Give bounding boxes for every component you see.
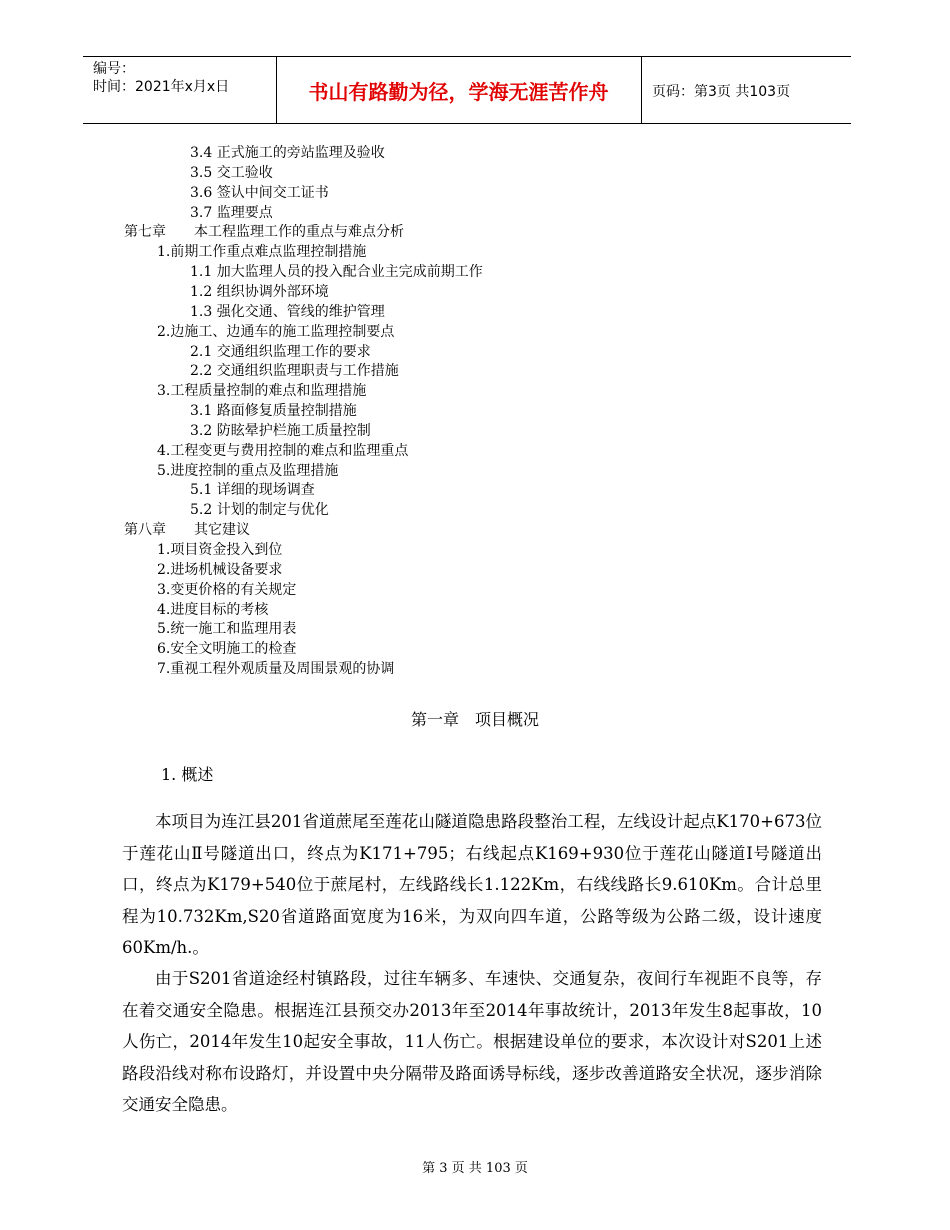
toc-entry: 7.重视工程外观质量及周围景观的协调 bbox=[157, 661, 395, 678]
chapter-title: 第一章 项目概况 bbox=[410, 710, 539, 729]
toc-entry: 1.项目资金投入到位 bbox=[157, 542, 283, 558]
toc-entry: 5.进度控制的重点及监理措施 bbox=[157, 462, 339, 479]
toc-entry: 3.4 正式施工的旁站监理及验收 bbox=[190, 145, 385, 161]
toc-entry: 2.1 交通组织监理工作的要求 bbox=[190, 343, 371, 360]
toc-entry: 3.7 监理要点 bbox=[190, 204, 273, 221]
header-divider bbox=[641, 57, 642, 123]
toc-entry: 3.2 防眩晕护栏施工质量控制 bbox=[190, 422, 371, 439]
toc-entry: 6.安全文明施工的检查 bbox=[157, 641, 297, 658]
header-meta bbox=[93, 60, 229, 96]
toc-entry: 3.5 交工验收 bbox=[190, 164, 273, 181]
section-title: 1. 概述 bbox=[161, 765, 214, 784]
document-number-label: 编号： bbox=[93, 61, 135, 77]
toc-entry: 5.统一施工和监理用表 bbox=[157, 621, 297, 638]
toc-entry: 2.边施工、边通车的施工监理控制要点 bbox=[157, 323, 395, 340]
toc-entry: 3.6 签认中间交工证书 bbox=[190, 184, 329, 201]
document-date: 时间：2021年x月x日 bbox=[93, 79, 230, 95]
page-header bbox=[83, 56, 851, 124]
toc-entry: 5.2 计划的制定与优化 bbox=[190, 502, 329, 519]
toc-entry: 1.2 组织协调外部环境 bbox=[190, 283, 329, 300]
toc-entry: 2.进场机械设备要求 bbox=[157, 561, 283, 578]
toc-entry: 3.工程质量控制的难点和监理措施 bbox=[157, 383, 367, 400]
toc-entry: 第八章 其它建议 bbox=[124, 522, 250, 539]
page-footer: 第 3 页 共 103 页 bbox=[422, 1161, 528, 1176]
header-motto: 书山有路勤为径，学海无涯苦作舟 bbox=[308, 79, 609, 104]
toc-entry: 3.变更价格的有关规定 bbox=[157, 581, 297, 598]
toc-entry: 1.前期工作重点难点监理控制措施 bbox=[157, 244, 367, 261]
toc-entry: 4.工程变更与费用控制的难点和监理重点 bbox=[157, 442, 409, 459]
toc-entry: 3.1 路面修复质量控制措施 bbox=[190, 403, 357, 420]
header-page-info: 页码：第3页 共103页 bbox=[652, 84, 791, 100]
toc-entry: 1.1 加大监理人员的投入配合业主完成前期工作 bbox=[190, 264, 483, 281]
toc-entry: 1.3 强化交通、管线的维护管理 bbox=[190, 303, 385, 320]
body-paragraph: 本项目为连江县201省道蔗尾至莲花山隧道隐患路段整治工程，左线设计起点K170+673位于莲花山Ⅱ号隧道出口，终点为K171+795；右线起点K169+930位于莲花山隧道Ⅰ号隧道出口，终点为K179+540位于蔗尾村，左线路线长1.122Km，右线线路长9.610Km。合计总里程为10.732Km,S20省道路面宽度为16米，为双向四车道，公路等级为公路二级，设计速度60Km/h.。 bbox=[122, 812, 822, 957]
body-paragraph: 由于S201省道途经村镇路段，过往车辆多、车速快、交通复杂，夜间行车视距不良等，存在着交通安全隐患。根据连江县预交办2013年至2014年事故统计，2013年发生8起事故，10人伤亡，2014年发生10起安全事故，11人伤亡。根据建设单位的要求，本次设计对S201上述路段沿线对称布设路灯，并设置中央分隔带及路面诱导标线，逐步改善道路安全状况，逐步消除交通安全隐患。 bbox=[122, 969, 822, 1114]
toc-entry: 2.2 交通组织监理职责与工作措施 bbox=[190, 363, 399, 380]
toc-entry: 5.1 详细的现场调查 bbox=[190, 482, 315, 499]
toc-entry: 4.进度目标的考核 bbox=[157, 601, 269, 618]
toc-entry: 第七章 本工程监理工作的重点与难点分析 bbox=[124, 224, 404, 241]
